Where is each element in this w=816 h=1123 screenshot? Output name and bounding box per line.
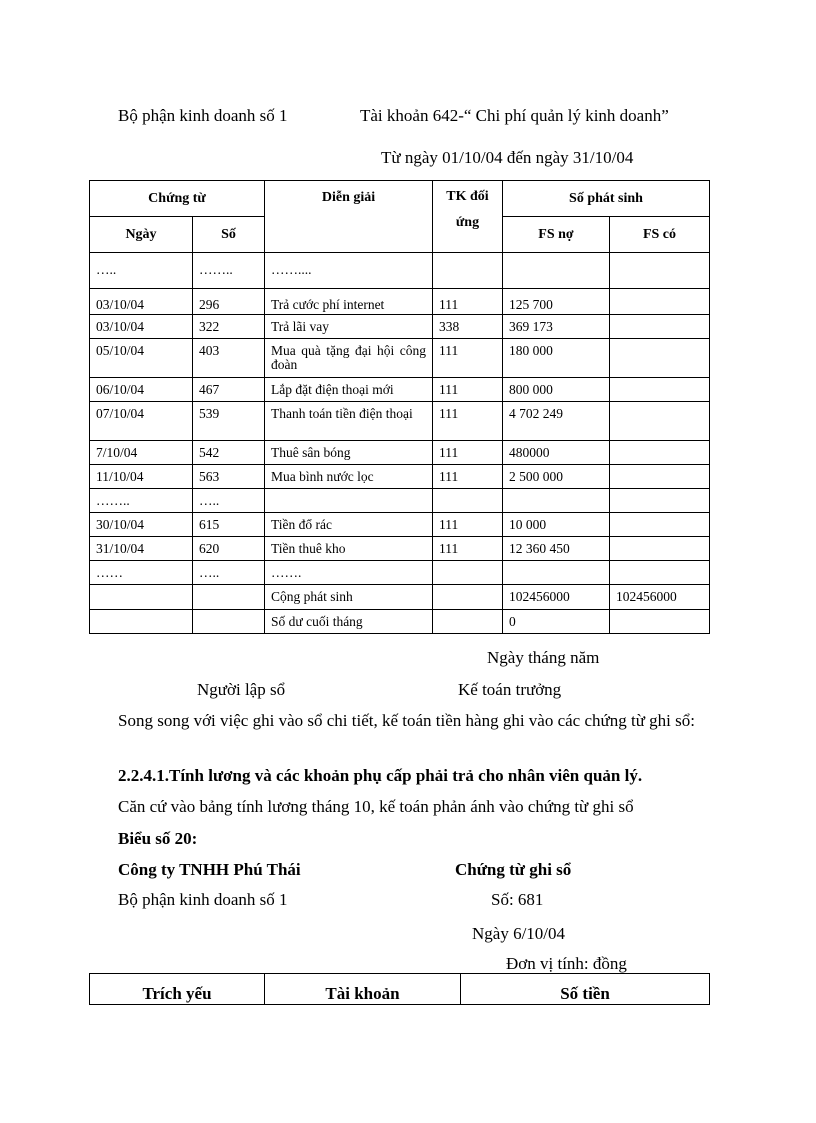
header-amount: Số phát sinh [503,181,710,217]
row-description: Tiền thuê kho [265,537,433,561]
row-number: 322 [193,315,265,339]
row-description: Thuê sân bóng [265,441,433,465]
row-account [433,585,503,610]
row-debit: 4 702 249 [503,402,610,441]
row-account: 111 [433,402,503,441]
column-account: Tài khoản [265,974,461,1005]
row-number: 620 [193,537,265,561]
table-row [90,378,710,402]
row-description: Mua bình nước lọc [265,465,433,489]
row-debit: 2 500 000 [503,465,610,489]
row-credit [610,253,710,289]
voucher-table [89,973,710,1005]
row-account: 111 [433,537,503,561]
row-date: 03/10/04 [90,289,193,315]
row-debit: 12 360 450 [503,537,610,561]
row-account [433,561,503,585]
row-description: Trả lãi vay [265,315,433,339]
header-debit: FS nợ [503,217,610,253]
row-credit [610,402,710,441]
row-date: 31/10/04 [90,537,193,561]
table-row [90,465,710,489]
table-row-total [90,585,710,610]
row-credit: 102456000 [610,585,710,610]
row-date: 07/10/04 [90,402,193,441]
row-number [193,610,265,634]
table-row [90,339,710,378]
row-debit: 180 000 [503,339,610,378]
chief-accountant-label: Kế toán trưởng [458,680,562,699]
row-credit [610,339,710,378]
row-description: ……. [265,561,433,585]
row-number: 615 [193,513,265,537]
table-row [90,561,710,585]
row-account: 111 [433,441,503,465]
row-number: 467 [193,378,265,402]
row-number: 403 [193,339,265,378]
row-account: 111 [433,465,503,489]
row-credit [610,315,710,339]
table-row [90,441,710,465]
row-description: Trả cước phí internet [265,289,433,315]
row-date [90,585,193,610]
row-debit: 125 700 [503,289,610,315]
table-row [90,253,710,289]
row-number: 542 [193,441,265,465]
currency-unit: Đơn vị tính: đồng [506,954,627,973]
header-date: Ngày [90,217,193,253]
row-date: 11/10/04 [90,465,193,489]
row-date: 06/10/04 [90,378,193,402]
row-debit [503,489,610,513]
row-debit [503,561,610,585]
row-account [433,610,503,634]
row-date [90,610,193,634]
row-date: …… [90,561,193,585]
table-row-balance [90,610,710,634]
row-credit [610,537,710,561]
row-description: Số dư cuối tháng [265,610,433,634]
table-row [90,513,710,537]
row-credit [610,465,710,489]
row-date: 30/10/04 [90,513,193,537]
row-description: Tiền đổ rác [265,513,433,537]
row-debit: 102456000 [503,585,610,610]
row-debit: 369 173 [503,315,610,339]
preparer-label: Người lập sổ [197,680,286,699]
row-credit [610,489,710,513]
voucher-title: Chứng từ ghi sổ [455,860,572,879]
row-description: …….... [265,253,433,289]
account-title: Tài khoản 642-“ Chi phí quản lý kinh doanh” [360,106,669,125]
row-number: …….. [193,253,265,289]
row-credit [610,610,710,634]
row-debit: 800 000 [503,378,610,402]
header-number: Số [193,217,265,253]
row-date: ….. [90,253,193,289]
company-name: Công ty TNHH Phú Thái [118,860,301,879]
row-description: Cộng phát sinh [265,585,433,610]
ledger-table [89,180,710,634]
row-number: 563 [193,465,265,489]
row-date: 05/10/04 [90,339,193,378]
department-label: Bộ phận kinh doanh số 1 [118,106,288,125]
column-amount: Số tiền [461,974,710,1005]
row-number: ….. [193,489,265,513]
row-number [193,585,265,610]
paragraph-basis: Căn cứ vào bảng tính lương tháng 10, kế toán phản ánh vào chứng từ ghi sổ [118,797,634,816]
form-label: Biểu số 20: [118,829,198,848]
row-description: Thanh toán tiền điện thoại [265,402,433,441]
row-credit [610,289,710,315]
header-description: Diễn giải [265,181,433,253]
row-description: Lắp đặt điện thoại mới [265,378,433,402]
signature-date-line: Ngày tháng năm [487,648,600,667]
row-account: 111 [433,513,503,537]
table-row [90,315,710,339]
table-row [90,402,710,441]
voucher-date: Ngày 6/10/04 [472,924,566,943]
row-account [433,253,503,289]
period-label: Từ ngày 01/10/04 đến ngày 31/10/04 [381,148,634,167]
row-number: 539 [193,402,265,441]
table-row [90,289,710,315]
table-row [90,489,710,513]
row-number: ….. [193,561,265,585]
row-number: 296 [193,289,265,315]
voucher-number: Số: 681 [491,890,544,909]
row-account: 111 [433,339,503,378]
row-account: 111 [433,289,503,315]
voucher-department: Bộ phận kinh doanh số 1 [118,890,288,909]
row-credit [610,378,710,402]
row-credit [610,561,710,585]
row-debit: 480000 [503,441,610,465]
section-heading: 2.2.4.1.Tính lương và các khoản phụ cấp phải trả cho nhân viên quản lý. [118,766,643,785]
table-row [90,537,710,561]
row-credit [610,513,710,537]
row-debit: 10 000 [503,513,610,537]
row-debit: 0 [503,610,610,634]
row-description [265,489,433,513]
header-credit: FS có [610,217,710,253]
row-account: 111 [433,378,503,402]
row-date: 7/10/04 [90,441,193,465]
header-counter-account: TK đối ứng [433,181,503,253]
row-credit [610,441,710,465]
row-description: Mua quà tặng đại hội công đoàn [265,339,433,378]
row-account [433,489,503,513]
row-date: 03/10/04 [90,315,193,339]
row-date: …….. [90,489,193,513]
row-account: 338 [433,315,503,339]
row-debit [503,253,610,289]
header-voucher: Chứng từ [90,181,265,217]
column-summary: Trích yếu [90,974,265,1005]
paragraph-intro: Song song với việc ghi vào sổ chi tiết, kế toán tiền hàng ghi vào các chứng từ ghi sổ: [118,711,695,730]
